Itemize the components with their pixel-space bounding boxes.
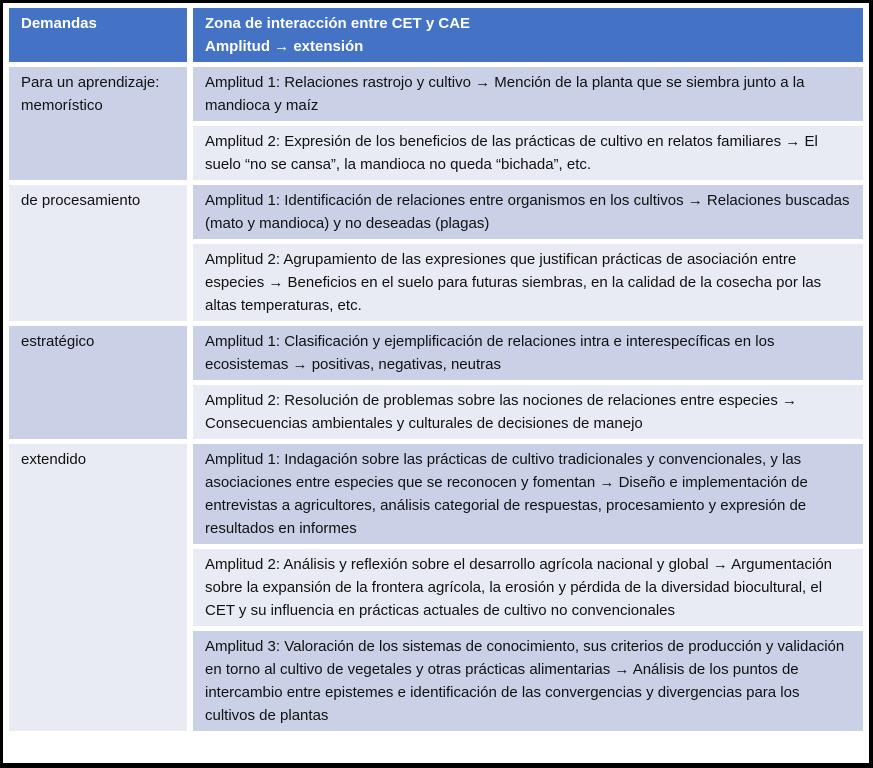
amplitude-cell-g4-a3: Amplitud 3: Valoración de los sistemas de conocimiento, sus criterios de producción y validación en torno al cultivo de vegetales y otras prácticas alimentarias → Análisis de los puntos de intercambio entre epistemes e identificación de las convergencias y divergencias para los cultivos de plantas bbox=[193, 631, 863, 731]
amplitude-cell-g1-a1: Amplitud 1: Relaciones rastrojo y cultivo → Mención de la planta que se siembra junto a la mandioca y maíz bbox=[193, 67, 863, 121]
demands-cet-cae-table bbox=[3, 3, 869, 736]
header-zona-line1: Zona de interacción entre CET y CAE bbox=[205, 15, 471, 32]
amplitude-cell-g2-a2: Amplitud 2: Agrupamiento de las expresiones que justifican prácticas de asociación entre especies → Beneficios en el suelo para futuras siembras, en la calidad de la cosecha por las altas temperaturas, etc. bbox=[193, 244, 863, 321]
amplitude-cell-g3-a2: Amplitud 2: Resolución de problemas sobre las nociones de relaciones entre especies → Consecuencias ambientales y culturales de decisiones de manejo bbox=[193, 385, 863, 439]
table-row bbox=[9, 67, 863, 121]
amplitude-cell-g2-a1: Amplitud 1: Identificación de relaciones entre organismos en los cultivos → Relaciones buscadas (mato y mandioca) y no deseadas (plagas) bbox=[193, 185, 863, 239]
table-row bbox=[9, 326, 863, 380]
amplitude-cell-g3-a1: Amplitud 1: Clasificación y ejemplificación de relaciones intra e interespecíficas en los ecosistemas → positivas, negativas, neutras bbox=[193, 326, 863, 380]
amplitude-cell-g4-a1: Amplitud 1: Indagación sobre las prácticas de cultivo tradicionales y convencionales, y las asociaciones entre especies que se reconocen y fomentan → Diseño e implementación de entrevistas a agricultores, análisis categorial de respuestas, procesamiento y expresión de resultados en informes bbox=[193, 444, 863, 544]
demand-cell-memoristico: Para un aprendizaje: memorístico bbox=[9, 67, 187, 180]
demand-cell-procesamiento: de procesamiento bbox=[9, 185, 187, 321]
table-background bbox=[3, 3, 869, 763]
amplitude-cell-g1-a2: Amplitud 2: Expresión de los beneficios de las prácticas de cultivo en relatos familiares → El suelo “no se cansa”, la mandioca no queda “bichada”, etc. bbox=[193, 126, 863, 180]
table-row bbox=[9, 444, 863, 544]
header-cell-zona bbox=[193, 8, 863, 62]
header-row bbox=[9, 8, 863, 62]
demand-cell-estrategico: estratégico bbox=[9, 326, 187, 439]
header-zona-line2: Amplitud → extensión bbox=[205, 38, 364, 55]
amplitude-cell-g4-a2: Amplitud 2: Análisis y reflexión sobre el desarrollo agrícola nacional y global → Argumentación sobre la expansión de la frontera agrícola, la erosión y pérdida de la diversidad biocultural, el CET y su influencia en prácticas actuales de cultivo no convencionales bbox=[193, 549, 863, 626]
table-row bbox=[9, 185, 863, 239]
demand-cell-extendido: extendido bbox=[9, 444, 187, 731]
header-cell-demandas: Demandas bbox=[9, 8, 187, 62]
